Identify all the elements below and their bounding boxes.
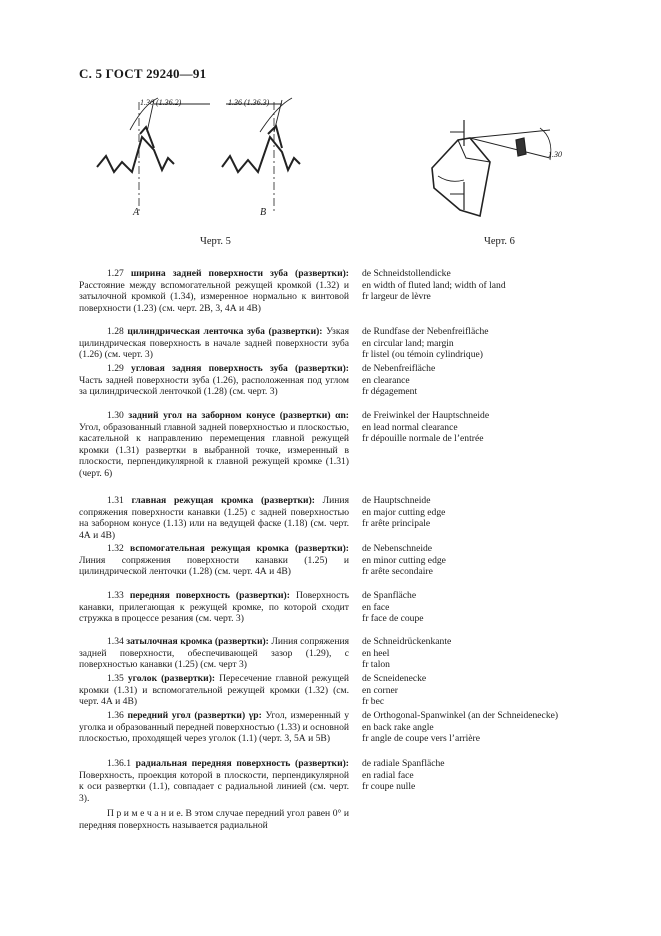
- equiv-1-28: de Rundfase der Nebenfreifläche en circular land; margin fr listel (ou témoin cylindrique): [362, 326, 489, 361]
- equiv-1-36-1: de radiale Spanfläche en radial face fr coupe nulle: [362, 758, 445, 793]
- equiv-1-32: de Nebenschneide en minor cutting edge fr arête secondaire: [362, 543, 446, 578]
- equiv-1-30: de Freiwinkel der Hauptschneide en lead normal clearance fr dépouille normale de l’entrée: [362, 410, 490, 445]
- term-1-36: 1.36 передний угол (развертки) γp: Угол, измеренный у уголка и образованный передней поверхностью (1.33) и основной плоскостью, проходящей через уголок (1.1) (черт. 3, 5А и 5В): [79, 710, 350, 745]
- fig6-label: 1.30: [548, 150, 562, 159]
- equiv-1-34: de Schneidrückenkante en heel fr talon: [362, 636, 452, 671]
- fig5-sub-a: А: [133, 207, 140, 218]
- term-1-32: 1.32 вспомогательная режущая кромка (развертки): Линия сопряжения поверхности канавки (1.25) и цилиндрической ленточки (1.28) (см. черт. 4А и 4В): [79, 543, 349, 578]
- figure-5-drawing: [92, 92, 332, 232]
- fig5-label-b: 1.36 (1.36.3): [228, 98, 270, 107]
- figure-6-drawing: [420, 118, 580, 228]
- page-header: С. 5 ГОСТ 29240—91: [79, 66, 207, 81]
- term-1-28: 1.28 цилиндрическая ленточка зуба (развертки): Узкая цилиндрическая поверхность в начале задней поверхности зуба (1.26) (см. черт. 3): [79, 326, 350, 361]
- fig5-sub-b: В: [260, 207, 267, 218]
- fig5-caption: Черт. 5: [200, 236, 231, 247]
- term-1-29: 1.29 угловая задняя поверхность зуба (развертки): Часть задней поверхности зуба (1.26), расположенная под углом за цилиндрической ленточкой (1.28) (см. черт. 3): [79, 363, 349, 398]
- fig5-label-a: 1.36 (1.36.2): [140, 98, 182, 107]
- term-1-34: 1.34 затылочная кромка (развертки): Линия сопряжения задней поверхности, обеспечивающей зазор (1.29), с поверхностью канавки (1.25) (см. черт 3): [79, 636, 349, 671]
- term-1-27: 1.27 ширина задней поверхности зуба (развертки): Расстояние между вспомогательной режущей кромкой (1.32) и затылочной кромкой (1.34), измеренное нормально к винтовой поверхности (1.23) (см. черт. 2В, 3, 4А и 4В): [79, 268, 349, 314]
- equiv-1-36: de Orthogonal-Spanwinkel (an der Schneidenecke) en back rake angle fr angle de coupe vers l’arrière: [362, 710, 559, 745]
- equiv-1-29: de Nebenfreifläche en clearance fr dégagement: [362, 363, 436, 398]
- equiv-1-33: de Spanfläche en face fr face de coupe: [362, 590, 424, 625]
- term-1-33: 1.33 передняя поверхность (развертки): Поверхность канавки, прилегающая к режущей кромке, по которой сходит стружка в процессе резания (см. черт. 3): [79, 590, 349, 625]
- note: П р и м е ч а н и е. В этом случае передний угол равен 0° и передняя поверхность называется радиальной: [79, 808, 349, 831]
- equiv-1-35: de Scneidenecke en corner fr bec: [362, 673, 427, 708]
- equiv-1-31: de Hauptschneide en major cutting edge fr arête principale: [362, 495, 446, 530]
- equiv-1-27: de Schneidstollendicke en width of fluted land; width of land fr largeur de lèvre: [362, 268, 506, 303]
- term-1-31: 1.31 главная режущая кромка (развертки): Линия сопряжения поверхности канавки (1.25) с задней поверхностью на заборном конусе (1.13) или на ведущей фаске (1.18) (см. черт. 4А и 4В): [79, 495, 349, 541]
- fig6-caption: Черт. 6: [484, 236, 515, 247]
- term-1-36-1: 1.36.1 радиальная передняя поверхность (развертки): Поверхность, проекция которой в плоскости, перпендикулярной к оси развертки (1.1), совпадает с радиальной линией (см. черт. 3).: [79, 758, 349, 804]
- term-1-30: 1.30 задний угол на заборном конусе (развертки) αn: Угол, образованный главной задней поверхностью и плоскостью, касательной к направлению перемещения главной режущей кромки (1.31) развертки в выбранной точке, измеренный в плоскости, перпендикулярной к главной режущей кромке (1.31) (черт. 6): [79, 410, 349, 479]
- term-1-35: 1.35 уголок (развертки): Пересечение главной режущей кромки (1.31) и вспомогательной режущей кромки (1.32) (см. черт. 4А и 4В): [79, 673, 349, 708]
